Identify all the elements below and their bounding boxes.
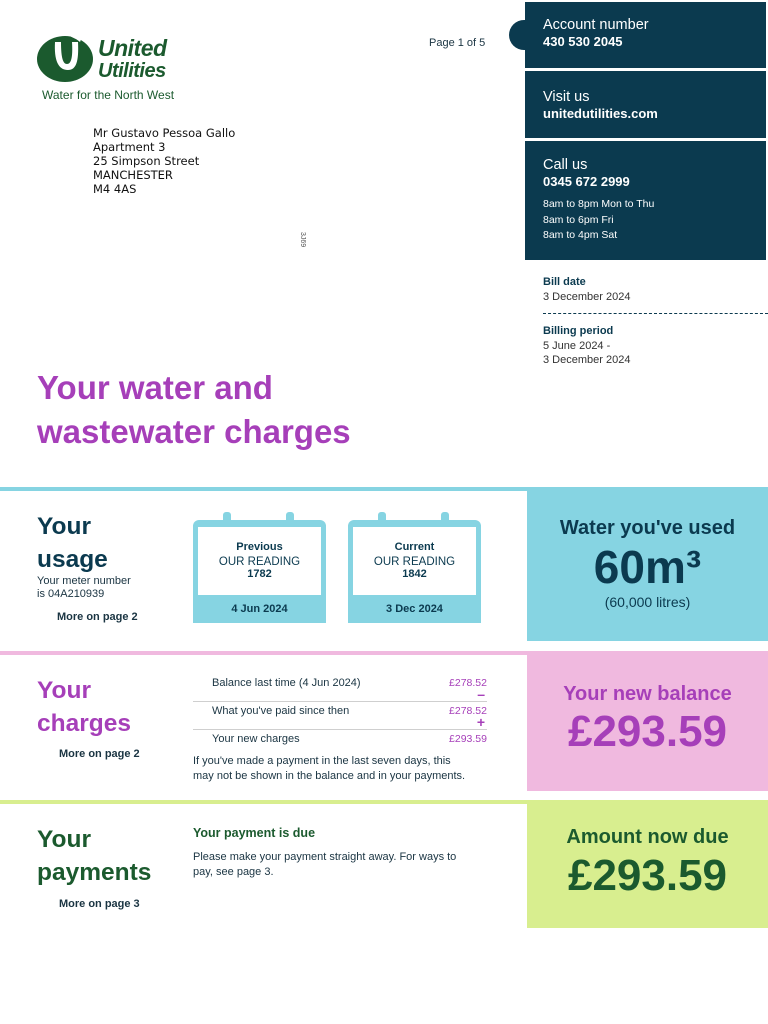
usage-title <box>37 510 108 576</box>
amount-due-panel <box>527 804 768 928</box>
charge-amount: £293.59 <box>449 733 487 745</box>
bill-info <box>543 276 768 367</box>
payment-due-text <box>193 850 493 880</box>
table-row <box>193 674 487 702</box>
logo-text-united: United <box>98 35 167 61</box>
reading-date: 3 Dec 2024 <box>386 603 443 615</box>
account-number-box <box>525 2 766 68</box>
address-line: Mr Gustavo Pessoa Gallo <box>93 126 236 140</box>
billing-period-start: 5 June 2024 - <box>543 340 611 352</box>
website-link[interactable]: unitedutilities.com <box>543 106 658 121</box>
bill-date-label: Bill date <box>543 276 586 288</box>
address-line: 25 Simpson Street <box>93 154 200 168</box>
payments-title-line: payments <box>37 859 152 886</box>
page-number: Page 1 of 5 <box>429 37 486 49</box>
divider <box>543 313 768 314</box>
meter-number-line: is 04A210939 <box>37 588 105 600</box>
bill-date-value: 3 December 2024 <box>543 291 631 303</box>
billing-period-value <box>543 339 768 367</box>
water-used-panel <box>527 491 768 641</box>
table-row <box>193 702 487 730</box>
page-title <box>37 366 351 454</box>
new-balance-label: Your new balance <box>563 683 732 705</box>
hours-line: 8am to 8pm Mon to Thu <box>543 198 655 210</box>
payment-text-line: Please make your payment straight away. For ways to <box>193 851 457 863</box>
logo-tagline: Water for the North West <box>42 88 175 102</box>
account-number-label: Account number <box>543 17 649 33</box>
logo-mark-icon <box>36 32 96 84</box>
call-us-label: Call us <box>543 157 588 173</box>
current-reading-card <box>348 512 481 623</box>
charges-table <box>193 674 487 758</box>
previous-reading-card <box>193 512 326 623</box>
meter-number-line: Your meter number <box>37 575 131 587</box>
hours-line: 8am to 4pm Sat <box>543 229 618 241</box>
note-line: If you've made a payment in the last seven days, this <box>193 755 451 767</box>
address-line: Apartment 3 <box>93 140 166 154</box>
amount-due-label: Amount now due <box>566 826 729 848</box>
page-title-line: wastewater charges <box>37 413 351 450</box>
recipient-address <box>93 126 235 196</box>
account-number-value: 430 530 2045 <box>543 34 623 49</box>
opening-hours <box>543 197 766 244</box>
new-balance-panel <box>527 655 768 791</box>
reading-heading: Previous <box>236 541 283 553</box>
usage-title-line: Your <box>37 513 91 540</box>
reading-content <box>353 527 476 595</box>
usage-more-link[interactable]: More on page 2 <box>57 611 138 623</box>
visit-us-label: Visit us <box>543 89 590 105</box>
payment-text-line: pay, see page 3. <box>193 866 274 878</box>
reference-code: 3J69 <box>299 232 306 248</box>
charge-amount: £278.52 <box>449 705 487 717</box>
reading-value: 1782 <box>247 568 272 580</box>
payments-more-link[interactable]: More on page 3 <box>59 898 140 910</box>
charges-more-link[interactable]: More on page 2 <box>59 748 140 760</box>
payment-timing-note <box>193 754 493 783</box>
new-balance-value: £293.59 <box>567 707 728 756</box>
water-used-label: Water you've used <box>559 517 736 539</box>
water-used-litres: (60,000 litres) <box>604 594 691 610</box>
usage-title-line: usage <box>37 546 108 573</box>
charges-title-line: charges <box>37 710 131 737</box>
visit-us-box <box>525 71 766 138</box>
reading-heading: Current <box>394 541 435 553</box>
charges-title <box>37 674 131 740</box>
note-line: may not be shown in the balance and in your payments. <box>193 769 466 782</box>
billing-period-label: Billing period <box>543 325 614 337</box>
payments-title-line: Your <box>37 826 91 853</box>
water-used-value: 60m³ <box>593 541 702 593</box>
plus-icon: + <box>476 714 485 730</box>
logo-text-utilities: Utilities <box>98 60 166 82</box>
reading-type: OUR READING <box>218 556 301 568</box>
charge-label: Balance last time (4 Jun 2024) <box>212 677 361 689</box>
meter-number <box>37 575 131 601</box>
charge-amount: £278.52 <box>449 677 487 689</box>
payment-due-heading: Your payment is due <box>193 826 316 840</box>
charge-label: What you've paid since then <box>212 705 350 717</box>
reading-date: 4 Jun 2024 <box>231 603 288 615</box>
billing-period-end: 3 December 2024 <box>543 354 631 366</box>
reading-content <box>198 527 321 595</box>
reading-value: 1842 <box>402 568 427 580</box>
payments-title <box>37 823 151 889</box>
call-us-box <box>525 141 766 260</box>
amount-due-value: £293.59 <box>567 851 728 900</box>
address-line: M4 4AS <box>93 182 137 196</box>
hours-line: 8am to 6pm Fri <box>543 213 614 226</box>
minus-icon: – <box>477 686 485 702</box>
page-title-line: Your water and <box>37 369 273 406</box>
charges-title-line: Your <box>37 677 91 704</box>
phone-number[interactable]: 0345 672 2999 <box>543 174 630 189</box>
charge-label: Your new charges <box>212 733 300 745</box>
address-line: MANCHESTER <box>93 168 173 182</box>
reading-type: OUR READING <box>373 556 456 568</box>
